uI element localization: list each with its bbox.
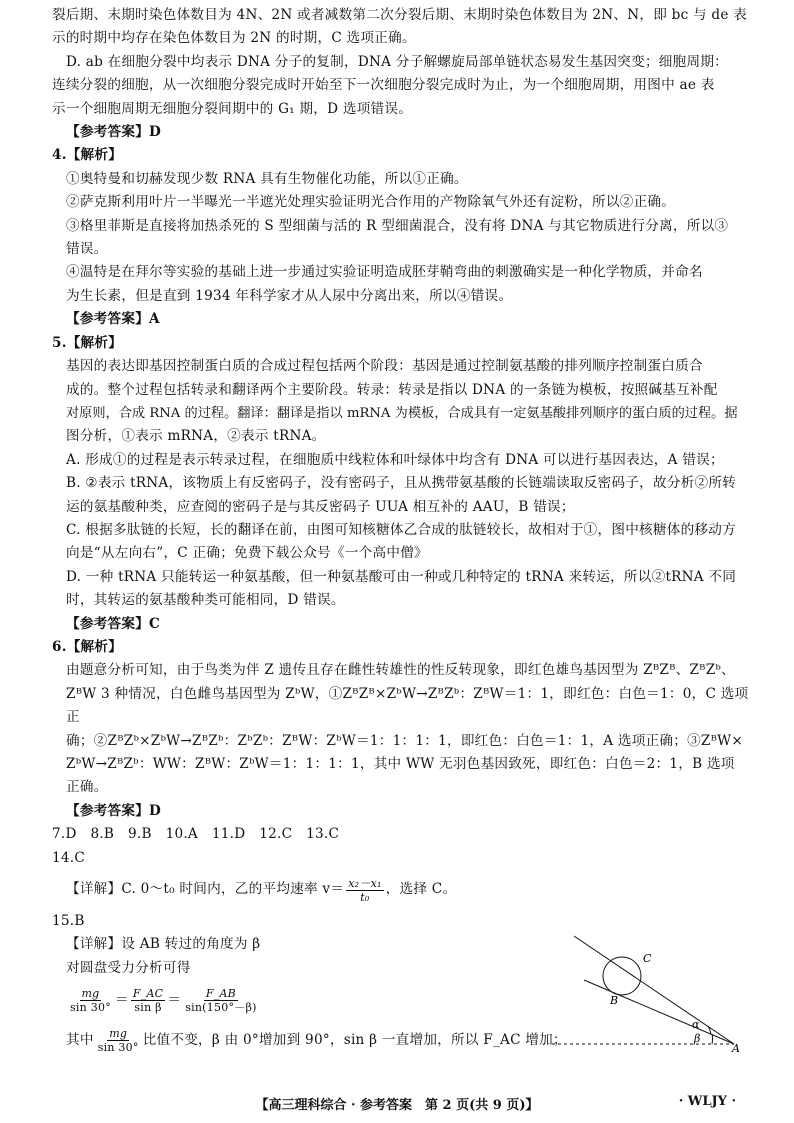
q14-text: 【详解】C. 0～t₀ 时间内，乙的平均速率 v＝ (66, 881, 345, 898)
q6-text-line: ZᴮW 3 种情况，白色雌鸟基因型为 ZᵇW，①ZᴮZᴮ×ZᵇW→ZᴮZᵇ：ZᴮW＝1：1，即红色：白色＝1：0，C 选项正 (66, 685, 749, 726)
q3-text-line: 示一个细胞周期无细胞分裂间期中的 G₁ 期，D 选项错误。 (52, 100, 413, 117)
q5-text-line: 时，其转运的氨基酸种类可能相同，D 错误。 (66, 592, 345, 609)
incline-disk-diagram (546, 928, 746, 1052)
q3-answer: 【参考答案】D (66, 124, 162, 141)
label-b: B (610, 994, 619, 1007)
frac-num: mg (81, 986, 100, 1000)
frac-num: F_AC (132, 986, 164, 1000)
label-alpha: α (692, 1018, 700, 1031)
q5-answer: 【参考答案】C (66, 615, 161, 632)
q14-text-after: ，选择 C。 (385, 881, 457, 898)
q3-text-line: 示的时期中均存在染色体数目为 2N 的时期，C 选项正确。 (52, 30, 416, 47)
q4-text-line: ④温特是在拜尔等实验的基础上进一步通过实验证明造成胚芽鞘弯曲的刺激确实是一种化学物质，并命名 (66, 264, 703, 281)
q5-text-line: D. 一种 tRNA 只能转运一种氨基酸，但一种氨基酸可由一种或几种特定的 tRNA 来转运，所以②tRNA 不同 (66, 568, 737, 585)
q4-text-line: ③格里菲斯是直接将加热杀死的 S 型细菌与活的 R 型细菌混合，没有将 DNA 与其它物质进行分离，所以③ (66, 217, 729, 234)
q14-fraction (346, 877, 383, 904)
board-ab-line (584, 980, 734, 1044)
q15-frac-ratio (96, 1027, 141, 1054)
q4-answer: 【参考答案】A (66, 311, 160, 328)
label-beta: β (694, 1032, 701, 1045)
disk-circle (603, 957, 641, 995)
footer-page-info: 【高三理科综合 · 参考答案 第 2 页(共 9 页)】 (255, 1098, 539, 1113)
label-a: A (732, 1042, 740, 1052)
q14-heading: 14.C (52, 849, 86, 866)
q5-text-line: 图分析，①表示 mRNA，②表示 tRNA。 (66, 428, 326, 445)
document-body (52, 4, 752, 1060)
q6-heading: 6.【解析】 (52, 638, 123, 655)
q14-frac-num: x₂－x₁ (348, 876, 382, 890)
q15-text-line: 对圆盘受力分析可得 (66, 959, 191, 976)
q5-text-line: 运的氨基酸种类，应查阅的密码子是与其反密码子 UUA 相互补的 AAU，B 错误； (66, 498, 575, 515)
q5-text-line: A. 形成①的过程是表示转录过程，在细胞质中线粒体和叶绿体中均含有 DNA 可以进行基因表达，A 错误； (66, 451, 724, 468)
board-ac-line (574, 936, 734, 1044)
q6-text-line: ZᵇW→ZᴮZᵇ：WW：ZᴮW：ZᵇW＝1：1：1：1，其中 WW 无羽色基因致死，即红色：白色＝2：1，B 选项 (66, 756, 735, 772)
q6-text-line: 确；②ZᴮZᵇ×ZᵇW→ZᴮZᵇ：ZᵇZᵇ：ZᴮW：ZᵇW＝1：1：1：1，即红色：白色＝1：1，A 选项正确；③ZᴮW× (66, 732, 744, 749)
q4-heading: 4.【解析】 (52, 147, 123, 164)
q3-text-line: D. ab 在细胞分裂中均表示 DNA 分子的复制，DNA 分子解螺旋局部单链状态易发生基因突变；细胞周期： (66, 53, 729, 70)
q14-frac-den: t₀ (360, 890, 370, 904)
frac-num: mg (109, 1026, 128, 1040)
q4-text-line: ②萨克斯利用叶片一半曝光一半遮光处理实验证明光合作用的产物除氧气外还有淀粉，所以②正确。 (66, 194, 676, 211)
choice-answers: 7.D 8.B 9.B 10.A 11.D 12.C 13.C (52, 826, 340, 843)
q15-frac-2 (131, 987, 166, 1014)
q4-text-line: ①奥特曼和切赫发现少数 RNA 具有生物催化功能，所以①正确。 (66, 170, 468, 187)
q6-text-line: 由题意分析可知，由于鸟类为伴 Z 遗传且存在雌性转雄性的性反转现象，即红色雄鸟基因型为 ZᴮZᴮ、ZᴮZᵇ、 (66, 662, 735, 679)
q5-text-line: B. ②表示 tRNA，该物质上有反密码子，没有密码子，且从携带氨基酸的长链端读取反密码子，故分析②所转 (66, 475, 737, 492)
footer-code: · WLJY · (678, 1094, 736, 1109)
q5-text-line: 成的。整个过程包括转录和翻译两个主要阶段。转录：转录是指以 DNA 的一条链为模板，按照碱基互补配 (66, 381, 718, 398)
frac-den: sin 30° (70, 1000, 111, 1014)
equals-sign: ＝ (115, 991, 129, 1008)
q6-text-line: 正确。 (66, 779, 108, 796)
q5-text-line: C. 根据多肽链的长短，长的翻译在前，由图可知核糖体乙合成的肽链较长，故相对于①，图中核糖体的移动方 (66, 521, 736, 538)
frac-num: F_AB (205, 986, 236, 1000)
q15-frac-1 (68, 987, 113, 1014)
frac-den: sin β (134, 1000, 162, 1014)
beta-arc (712, 1034, 713, 1044)
q5-text-line: 向是“从左向右”，C 正确；免费下载公众号《一个高中僧》 (66, 545, 428, 562)
q15-text-line: 【详解】设 AB 转过的角度为 β (66, 936, 261, 953)
q3-text-line: 裂后期、末期时染色体数目为 4N、2N 或者减数第二次分裂后期、末期时染色体数目为 2N、N，即 bc 与 de 表 (52, 7, 748, 23)
q15-frac-3 (183, 987, 258, 1014)
q15-text: 其中 (66, 1031, 94, 1048)
frac-den: sin(150°－β) (185, 1000, 257, 1014)
equals-sign: ＝ (167, 991, 182, 1008)
q5-text-line: 对原则，合成 RNA 的过程。翻译：翻译是指以 mRNA 为模板，合成具有一定氨基酸排列顺序的蛋白质的过程。据 (66, 405, 738, 421)
label-c: C (643, 952, 652, 965)
q5-heading: 5.【解析】 (52, 334, 123, 351)
q15-text: 比值不变，β 由 0°增加到 90°，sin β 一直增加，所以 F_AC 增加； (142, 1031, 567, 1048)
q6-answer: 【参考答案】D (66, 802, 162, 819)
frac-den: sin 30° (97, 1040, 139, 1054)
q5-text-line: 基因的表达即基因控制蛋白质的合成过程包括两个阶段：基因是通过控制氨基酸的排列顺序控制蛋白质合 (66, 358, 703, 375)
q3-text-line: 连续分裂的细胞，从一次细胞分裂完成时开始至下一次细胞分裂完成时为止，为一个细胞周期，用图中 ae 表 (52, 77, 715, 94)
q15-heading: 15.B (52, 913, 85, 930)
q4-text-line: 错误。 (66, 241, 108, 258)
q14-explanation (52, 870, 752, 910)
q4-text-line: 为生长素，但是直到 1934 年科学家才从人尿中分离出来，所以④错误。 (66, 287, 513, 304)
